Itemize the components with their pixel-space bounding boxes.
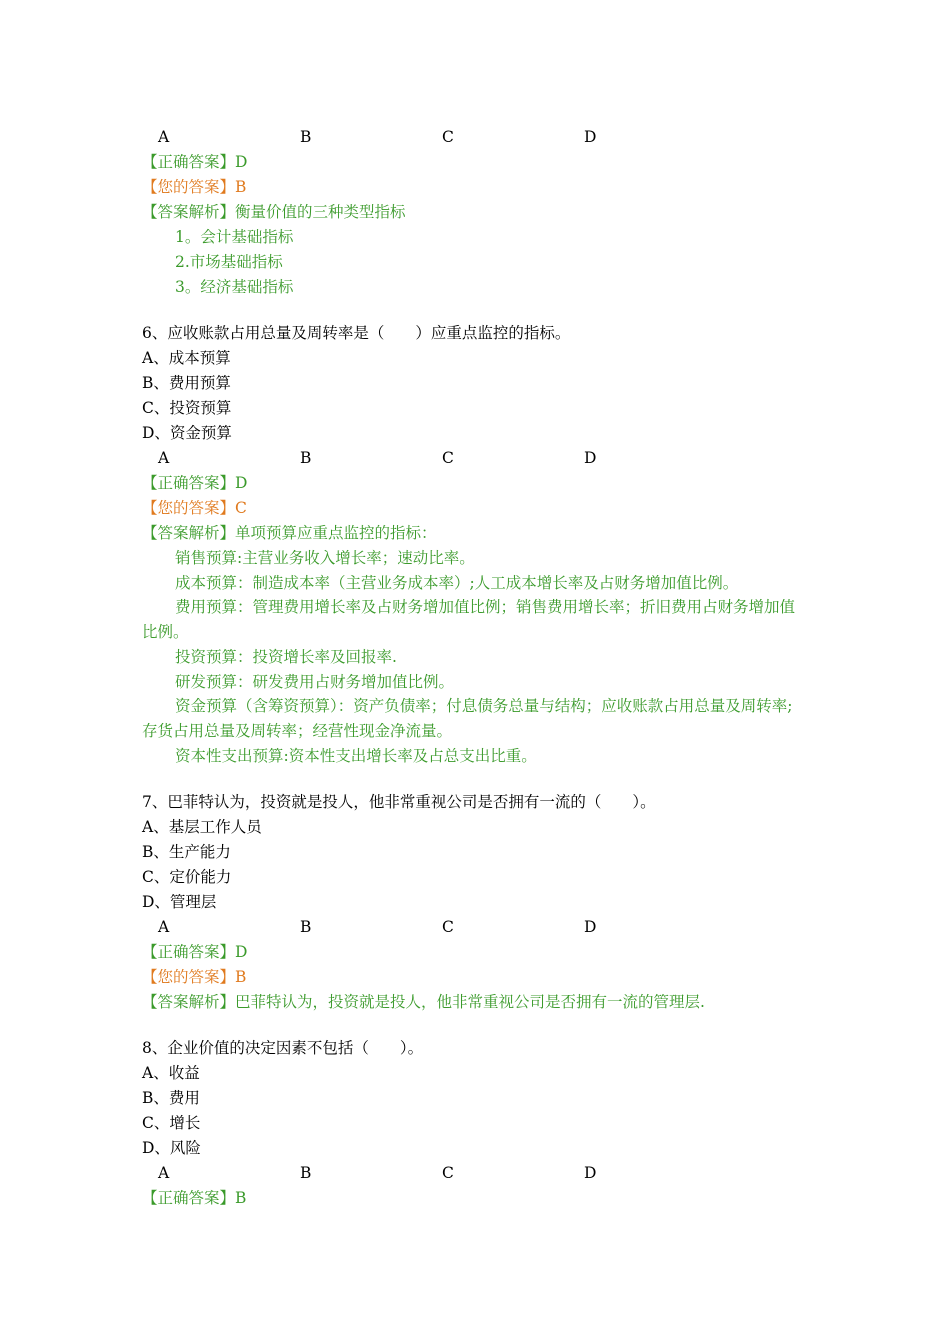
analysis-invest: 投资预算：投资增长率及回报率. <box>175 648 397 666</box>
option-c[interactable]: C <box>442 1164 454 1182</box>
choice-c-q6: C、投资预算 <box>142 399 232 417</box>
choice-a-q6: A、成本预算 <box>142 349 231 367</box>
analysis-sales: 销售预算:主营业务收入增长率；速动比率。 <box>175 549 475 567</box>
choice-d-q6: D、资金预算 <box>142 424 232 442</box>
analysis-head-q6: 【答案解析】单项预算应重点监控的指标： <box>142 524 437 542</box>
option-a[interactable]: A <box>158 449 170 467</box>
analysis-head-q5: 【答案解析】衡量价值的三种类型指标 <box>142 203 406 221</box>
choice-b-q6: B、费用预算 <box>142 374 231 392</box>
choice-a-q7: A、基层工作人员 <box>142 818 262 836</box>
analysis-rd: 研发预算：研发费用占财务增加值比例。 <box>175 673 455 691</box>
option-a[interactable]: A <box>158 918 170 936</box>
choice-b-q7: B、生产能力 <box>142 843 231 861</box>
correct-answer-q8: 【正确答案】B <box>142 1189 247 1207</box>
option-b[interactable]: B <box>300 1164 312 1182</box>
correct-answer-q6: 【正确答案】D <box>142 474 248 492</box>
option-a[interactable]: A <box>158 1164 170 1182</box>
choice-d-q8: D、风险 <box>142 1139 201 1157</box>
analysis-q7: 【答案解析】巴菲特认为，投资就是投人，他非常重视公司是否拥有一流的管理层. <box>142 993 705 1011</box>
analysis-line: 2.市场基础指标 <box>175 253 283 271</box>
option-c[interactable]: C <box>442 128 454 146</box>
analysis-line: 3。经济基础指标 <box>175 278 294 296</box>
option-b[interactable]: B <box>300 128 312 146</box>
your-answer-q7: 【您的答案】B <box>142 968 247 986</box>
question-7: 7、巴菲特认为，投资就是投人，他非常重视公司是否拥有一流的（ ）。 <box>142 793 656 811</box>
option-d[interactable]: D <box>584 128 597 146</box>
analysis-expense: 费用预算：管理费用增长率及占财务增加值比例；销售费用增长率；折旧费用占财务增加值比例。 <box>142 598 796 641</box>
analysis-fund: 资金预算（含筹资预算）：资产负债率；付息债务总量与结构；应收账款占用总量及周转率;存货占用总量及周转率；经营性现金净流量。 <box>142 697 793 740</box>
question-8: 8、企业价值的决定因素不包括（ ）。 <box>142 1039 424 1057</box>
analysis-cost: 成本预算：制造成本率（主营业务成本率）;人工成本增长率及占财务增加值比例。 <box>175 574 739 592</box>
analysis-capex: 资本性支出预算:资本性支出增长率及占总支出比重。 <box>175 747 537 765</box>
choice-c-q8: C、增长 <box>142 1114 201 1132</box>
option-d[interactable]: D <box>584 1164 597 1182</box>
analysis-line: 1。会计基础指标 <box>175 228 294 246</box>
option-d[interactable]: D <box>584 449 597 467</box>
choice-a-q8: A、收益 <box>142 1064 200 1082</box>
option-d[interactable]: D <box>584 918 597 936</box>
correct-answer-q5: 【正确答案】D <box>142 153 248 171</box>
option-b[interactable]: B <box>300 918 312 936</box>
choice-c-q7: C、定价能力 <box>142 868 232 886</box>
question-6: 6、应收账款占用总量及周转率是（ ）应重点监控的指标。 <box>142 324 571 342</box>
correct-answer-q7: 【正确答案】D <box>142 943 248 961</box>
option-c[interactable]: C <box>442 918 454 936</box>
option-c[interactable]: C <box>442 449 454 467</box>
option-a[interactable]: A <box>158 128 170 146</box>
choice-b-q8: B、费用 <box>142 1089 200 1107</box>
your-answer-q6: 【您的答案】C <box>142 499 247 517</box>
choice-d-q7: D、管理层 <box>142 893 217 911</box>
option-b[interactable]: B <box>300 449 312 467</box>
your-answer-q5: 【您的答案】B <box>142 178 247 196</box>
